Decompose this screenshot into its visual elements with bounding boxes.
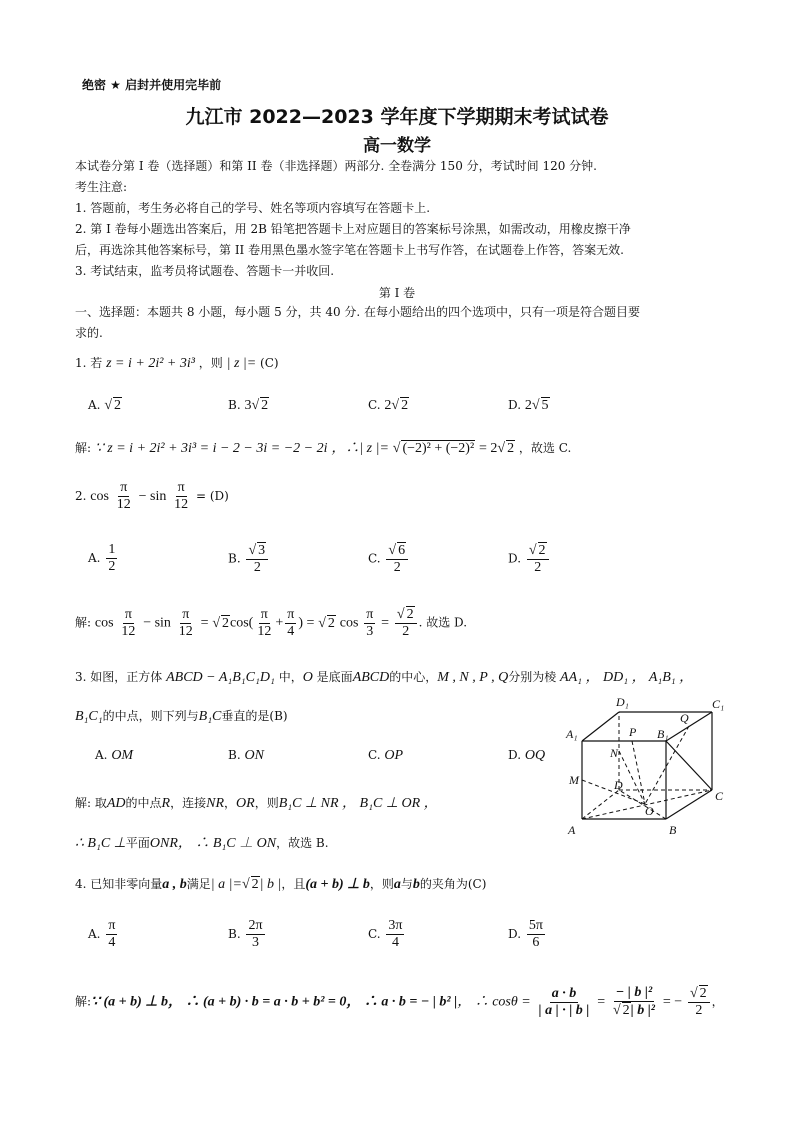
q1-option-d[interactable]: D. 2√ 5 — [508, 398, 549, 413]
q4-stem: 4. 已知非零向量a , b满足| a |=√ 2| b |，且(a + b) ⊥ b，则a与b的夹角为(C) — [75, 877, 487, 892]
exam-title: 九江市 2022—2023 学年度下学期期末考试试卷 — [185, 106, 609, 128]
q2-solution: 解: cos $\frac{\pi}{12}$ − sin $\frac{\pi}{12}$ = √ 2cos( $\frac{\pi}{12}$ + $\frac{\pi}{4}$ ) = √ 2 cos $\frac{\pi}{3}$ = $\frac{√ 2}{2}$ . 故选 D. — [75, 606, 468, 639]
q2-option-b[interactable]: B. $\frac{√ 3}{2}$ — [228, 542, 270, 576]
exam-subtitle: 高一数学 — [363, 136, 431, 156]
note-2a: 2. 第 I 卷每小题选出答案后，用 2B 铅笔把答题卡上对应题目的答案标号涂黑，如需改动，用橡皮擦干净 — [75, 222, 631, 236]
intro-line: 本试卷分第 I 卷（选择题）和第 II 卷（非选择题）两部分. 全卷满分 150 分，考试时间 120 分钟. — [75, 159, 597, 173]
q3-option-a[interactable]: A. OM — [95, 748, 134, 763]
q1-stem: 1. 若 z = i + 2i² + 3i³ ，则 | z |= (C) — [75, 356, 279, 371]
secret-label: 绝密 ★ 启封并使用完毕前 — [82, 78, 222, 92]
label-d: D — [614, 778, 623, 792]
note-1: 1. 答题前，考生务必将自己的学号、姓名等项内容填写在答题卡上. — [75, 201, 431, 215]
label-q: Q — [680, 711, 689, 725]
segment-b1c — [666, 741, 712, 790]
edge-bc — [666, 790, 712, 819]
q4-option-b[interactable]: B. $\frac{2\pi}{3}$ — [228, 918, 263, 950]
label-a1: A₁ — [566, 727, 578, 741]
edge-a1d1 — [582, 712, 619, 741]
q3-solution-line1: 解: 取AD的中点R，连接NR，OR，则B₁C ⊥ NR ， B₁C ⊥ OR ， — [75, 796, 438, 811]
section-instruction-cont: 求的. — [75, 326, 103, 340]
label-b1: B₁ — [657, 727, 669, 741]
section-heading: 第 I 卷 — [378, 286, 416, 300]
q2-option-d[interactable]: D. $\frac{√ 2}{2}$ — [508, 542, 551, 576]
label-c1: C₁ — [712, 697, 725, 711]
q1-option-b[interactable]: B. 3√ 2 — [228, 398, 269, 413]
label-o: O — [645, 804, 654, 818]
label-c: C — [715, 789, 724, 803]
label-p: P — [629, 725, 637, 739]
section-instruction: 一、选择题：本题共 8 小题，每小题 5 分，共 40 分. 在每小题给出的四个选项中，只有一项是符合题目要 — [75, 305, 641, 319]
q3-stem-line1: 3. 如图，正方体 ABCD − A₁B₁C₁D₁ 中，O 是底面ABCD的中心，M , N , P , Q分别为棱 AA₁ ， DD₁ ， A₁B₁ ， — [75, 670, 694, 685]
q1-option-a[interactable]: A. √ 2 — [88, 398, 121, 413]
q3-solution-line2: ∴ B₁C ⊥平面ONR， ∴ B₁C ⊥ ON，故选 B. — [75, 836, 329, 851]
q2-option-a[interactable]: A. $\frac{1}{2}$ — [88, 542, 116, 574]
q2-stem: 2. cos $\frac{\pi}{12}$ − sin $\frac{\pi}{12}$ = (D) — [75, 480, 229, 512]
cube-figure — [562, 694, 732, 844]
note-2b: 后，再选涂其他答案标号，第 II 卷用黑色墨水签字笔在答题卡上书写作答，在试题卷上作答，答案无效. — [75, 243, 624, 257]
q4-option-a[interactable]: A. $\frac{\pi}{4}$ — [88, 918, 116, 950]
q3-stem-line2: B₁C₁的中点，则下列与B₁C垂直的是(B) — [75, 709, 288, 724]
q1-solution: 解: ∵ z = i + 2i² + 3i³ = i − 2 − 3i = −2 − 2i ，∴| z |= √ (−2)² + (−2)² = 2√ 2 ，故选 C. — [75, 441, 572, 456]
note-3: 3. 考试结束，监考员将试题卷、答题卡一并收回. — [75, 264, 335, 278]
q4-option-d[interactable]: D. $\frac{5\pi}{6}$ — [508, 918, 543, 950]
q1-option-c[interactable]: C. 2√ 2 — [368, 398, 409, 413]
q4-option-c[interactable]: C. $\frac{3\pi}{4}$ — [368, 918, 403, 950]
label-a: A — [568, 823, 576, 837]
segment-op — [632, 741, 645, 804]
diag-bd — [619, 790, 666, 819]
label-n: N — [610, 746, 619, 760]
label-b: B — [669, 823, 677, 837]
q3-option-b[interactable]: B. ON — [228, 748, 264, 763]
q3-option-c[interactable]: C. OP — [368, 748, 404, 763]
edge-ad-hidden — [582, 790, 619, 819]
q3-option-d[interactable]: D. OQ — [508, 748, 546, 763]
q4-solution: 解:∵ (a + b) ⊥ b， ∴ (a + b) · b = a · b + b² = 0， ∴ a · b = − | b² |， ∴ cosθ = $\frac{a \cdot b}{| a | \cdot | b |}$ = $\frac{\text{− | b |²}}{\text{√ 2| b |²}}$ = − $\frac{√ 2}{2}$ ， — [75, 985, 724, 1018]
q2-option-c[interactable]: C. $\frac{√ 6}{2}$ — [368, 542, 410, 576]
notice-title: 考生注意: — [75, 180, 128, 194]
label-d1: D₁ — [616, 695, 629, 709]
label-m: M — [569, 773, 579, 787]
